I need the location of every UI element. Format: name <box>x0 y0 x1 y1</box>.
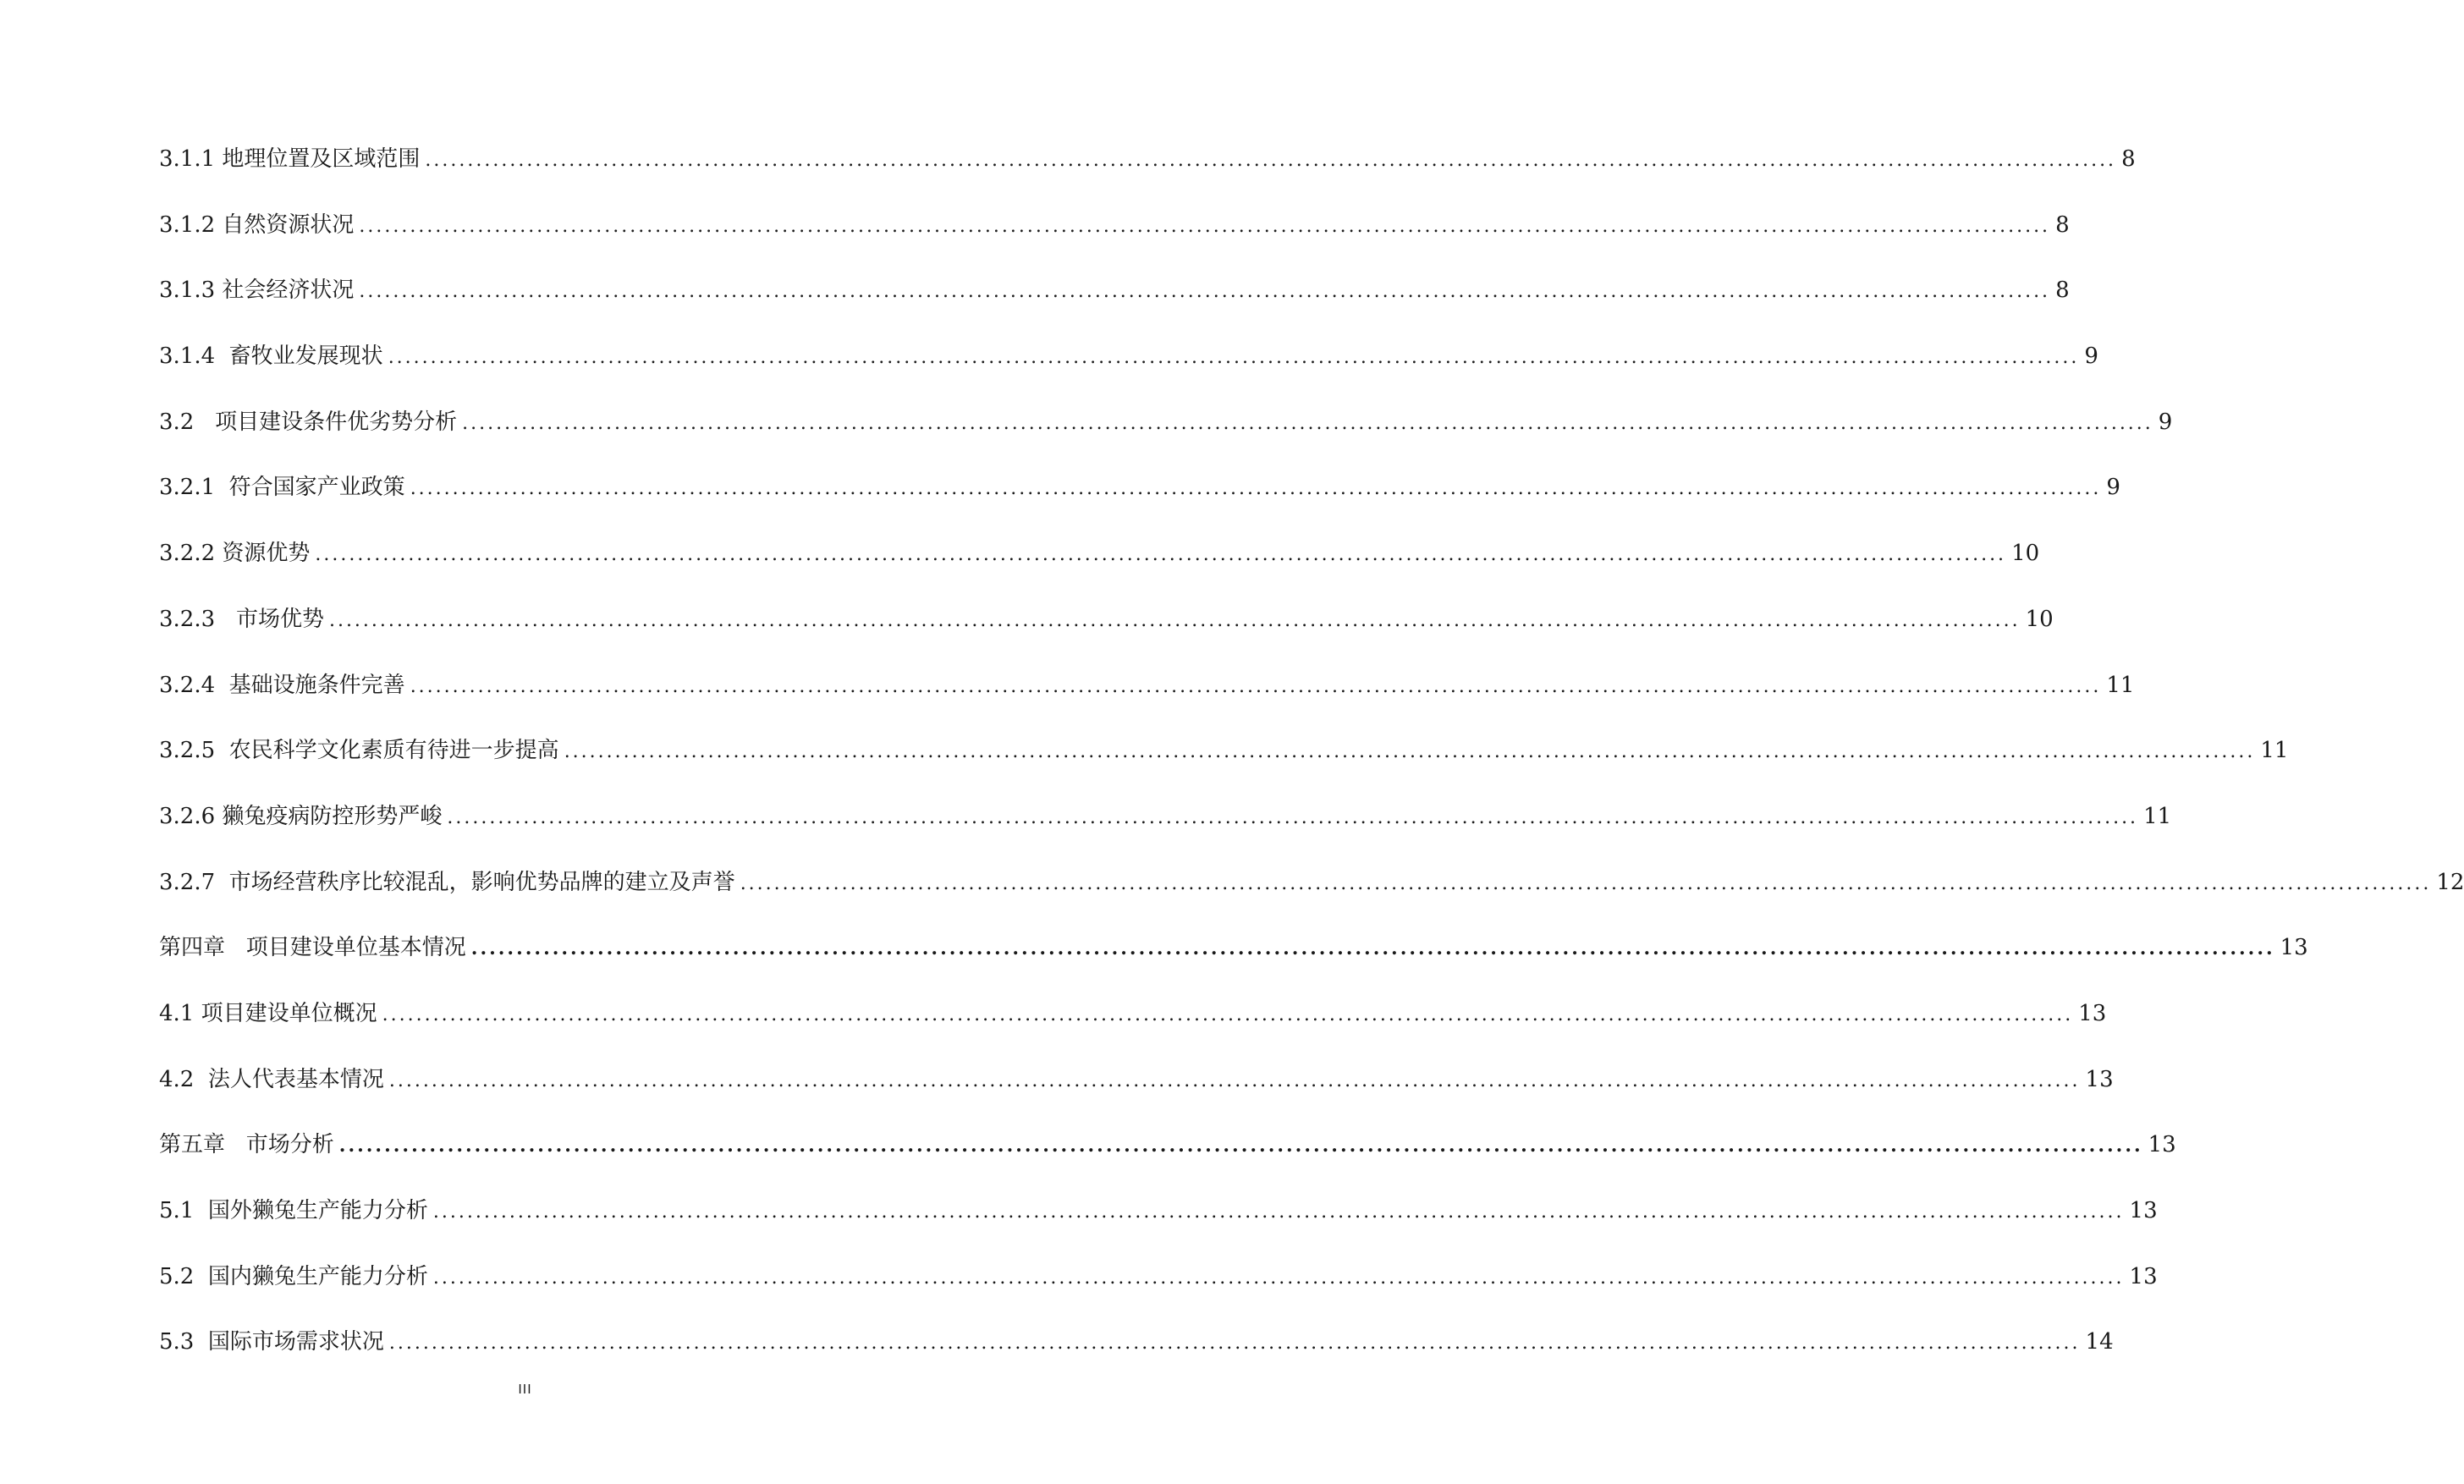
toc-entry-page: 13 <box>2129 1263 2158 1289</box>
toc-dot-leader: ........................................................................................................................................................................................................ <box>410 675 2102 697</box>
toc-entry-title: 3.2.2 资源优势 <box>159 541 311 567</box>
toc-entry[interactable] <box>159 1310 2114 1376</box>
toc-entry[interactable] <box>159 258 2070 324</box>
toc-entry[interactable] <box>159 1245 2158 1311</box>
toc-dot-leader: ........................................................................................................................................................................................................ <box>425 150 2117 171</box>
toc-dot-leader: ........................................................................................................................................................................................................ <box>388 1333 2081 1355</box>
toc-dot-leader: ........................................................................................................................................................................................................ <box>432 1267 2125 1289</box>
toc-dot-leader: ........................................................................................................................................................................................................ <box>470 937 2275 960</box>
toc-entry-page: 9 <box>2106 475 2120 501</box>
toc-entry-title: 3.2.4 基础设施条件完善 <box>159 672 405 698</box>
toc-chapter-entry[interactable] <box>159 1113 2176 1179</box>
toc-entry-page: 13 <box>2129 1198 2158 1223</box>
toc-entry-title: 5.3 国际市场需求状况 <box>159 1329 384 1355</box>
toc-dot-leader: ........................................................................................................................................................................................................ <box>338 1135 2143 1157</box>
toc-entry-title: 5.2 国内獭兔生产能力分析 <box>159 1263 428 1289</box>
toc-entry-page: 9 <box>2158 409 2173 435</box>
toc-entry[interactable] <box>159 324 2098 390</box>
toc-dot-leader: ........................................................................................................................................................................................................ <box>740 872 2432 894</box>
toc-entry-page: 9 <box>2084 344 2098 370</box>
toc-entry[interactable] <box>159 390 2173 456</box>
toc-entry-title: 4.2 法人代表基本情况 <box>159 1066 384 1092</box>
toc-entry-title: 3.2.6 獭兔疫病防控形势严峻 <box>159 803 443 829</box>
toc-entry-title: 3.1.2 自然资源状况 <box>159 212 355 238</box>
toc-entry-page: 13 <box>2148 1132 2176 1158</box>
toc-entry-page: 13 <box>2280 935 2308 961</box>
toc-entry-title: 3.1.3 社会经济状况 <box>159 278 355 304</box>
toc-entry-title: 第五章 市场分析 <box>159 1132 334 1158</box>
toc-entry[interactable] <box>159 127 2136 193</box>
toc-entry-page: 8 <box>2121 146 2136 172</box>
toc-entry[interactable] <box>159 587 2054 653</box>
toc-entry-page: 10 <box>2011 541 2040 567</box>
toc-entry[interactable] <box>159 981 2107 1047</box>
toc-entry[interactable] <box>159 1047 2114 1113</box>
toc-entry-page: 14 <box>2085 1329 2114 1355</box>
toc-entry-page: 8 <box>2055 212 2070 238</box>
table-of-contents <box>159 127 2464 1376</box>
toc-entry-title: 3.2.5 农民科学文化素质有待进一步提高 <box>159 738 559 764</box>
toc-entry-title: 3.2.3 市场优势 <box>159 606 324 632</box>
toc-dot-leader: ........................................................................................................................................................................................................ <box>432 1201 2125 1223</box>
toc-entry-title: 3.2.7 市场经营秩序比较混乱，影响优势品牌的建立及声誉 <box>159 869 735 895</box>
toc-entry[interactable] <box>159 784 2172 850</box>
toc-entry[interactable] <box>159 653 2135 719</box>
toc-dot-leader: ........................................................................................................................................................................................................ <box>447 806 2139 828</box>
toc-entry-title: 4.1 项目建设单位概况 <box>159 1000 377 1026</box>
toc-entry[interactable] <box>159 521 2040 587</box>
toc-entry-page: 11 <box>2260 738 2289 764</box>
toc-entry-title: 3.2 项目建设条件优劣势分析 <box>159 409 458 435</box>
toc-dot-leader: ........................................................................................................................................................................................................ <box>328 609 2021 631</box>
toc-dot-leader: ........................................................................................................................................................................................................ <box>388 347 2080 369</box>
toc-entry-title: 3.2.1 符合国家产业政策 <box>159 475 405 501</box>
toc-entry-title: 3.1.4 畜牧业发展现状 <box>159 344 383 370</box>
toc-entry-page: 13 <box>2078 1000 2107 1026</box>
toc-entry-page: 11 <box>2143 803 2172 829</box>
toc-entry-page: 8 <box>2055 278 2070 304</box>
toc-dot-leader: ........................................................................................................................................................................................................ <box>462 412 2153 434</box>
toc-entry-page: 11 <box>2106 672 2135 698</box>
toc-entry-page: 12 <box>2436 869 2464 895</box>
toc-entry[interactable] <box>159 718 2289 784</box>
toc-entry-title: 3.1.1 地理位置及区域范围 <box>159 146 421 172</box>
toc-dot-leader: ........................................................................................................................................................................................................ <box>315 544 2007 566</box>
toc-dot-leader: ........................................................................................................................................................................................................ <box>388 1069 2081 1091</box>
toc-dot-leader: ........................................................................................................................................................................................................ <box>410 478 2102 500</box>
toc-entry-page: 13 <box>2085 1066 2114 1092</box>
toc-entry-title: 第四章 项目建设单位基本情况 <box>159 935 466 961</box>
toc-entry[interactable] <box>159 1179 2158 1245</box>
toc-entry[interactable] <box>159 850 2464 916</box>
toc-entry[interactable] <box>159 455 2120 521</box>
toc-entry-title: 5.1 国外獭兔生产能力分析 <box>159 1198 428 1223</box>
toc-dot-leader: ........................................................................................................................................................................................................ <box>359 281 2051 303</box>
toc-chapter-entry[interactable] <box>159 915 2308 981</box>
toc-entry[interactable] <box>159 193 2070 259</box>
page-number: III <box>518 1382 532 1397</box>
toc-dot-leader: ........................................................................................................................................................................................................ <box>382 1003 2074 1025</box>
toc-entry-page: 10 <box>2025 606 2054 632</box>
toc-dot-leader: ........................................................................................................................................................................................................ <box>359 215 2051 237</box>
toc-dot-leader: ........................................................................................................................................................................................................ <box>564 741 2256 763</box>
